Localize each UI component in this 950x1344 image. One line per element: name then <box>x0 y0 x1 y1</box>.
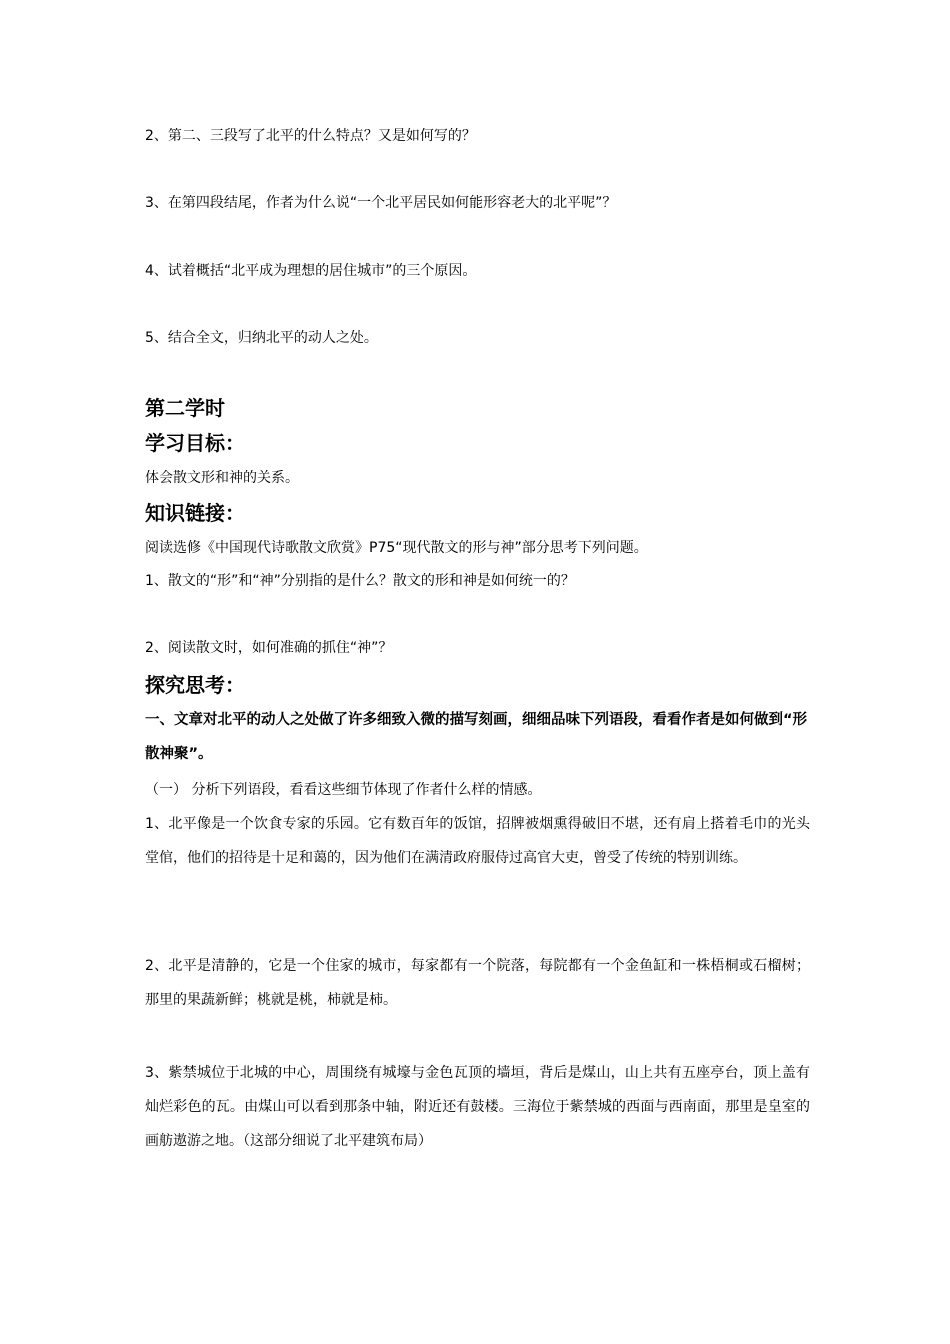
knowledge-heading: 知识链接： <box>145 501 245 525</box>
question-2: 2、第二、三段写了北平的什么特点？又是如何写的？ <box>145 128 476 144</box>
objectives-heading: 学习目标： <box>145 431 245 455</box>
question-3: 3、在第四段结尾，作者为什么说“一个北平居民如何能形容老大的北平呢”？ <box>145 195 617 211</box>
knowledge-intro: 阅读选修《中国现代诗歌散文欣赏》P75“现代散文的形与神”部分思考下列问题。 <box>145 540 648 556</box>
knowledge-question-1: 1、散文的“形”和“神”分别指的是什么？散文的形和神是如何统一的？ <box>145 573 575 589</box>
passage-3: 3、紫禁城位于北城的中心，周围绕有城壕与金色瓦顶的墙垣，背后是煤山，山上共有五座亭台，顶上盖有灿烂彩色的瓦。由煤山可以看到那条中轴，附近还有鼓楼。三海位于紫禁城的西面与西南面，那里是皇室的画舫遨游之地。（这部分细说了北平建筑布局） <box>145 1065 810 1149</box>
passage-2: 2、北平是清静的，它是一个住家的城市，每家都有一个院落，每院都有一个金鱼缸和一株梧桐或石榴树；那里的果蔬新鲜；桃就是桃，柿就是柿。 <box>145 958 810 1008</box>
question-4: 4、试着概括“北平成为理想的居住城市”的三个原因。 <box>145 263 477 279</box>
explore-heading: 探究思考： <box>145 673 245 697</box>
explore-task: 一、文章对北平的动人之处做了许多细致入微的描写刻画，细细品味下列语段，看看作者是如何做到“形散神聚”。 <box>145 712 808 762</box>
objective-text: 体会散文形和神的关系。 <box>145 470 299 486</box>
passage-1: 1、北平像是一个饮食专家的乐园。它有数百年的饭馆，招牌被烟熏得破旧不堪，还有肩上搭着毛巾的光头堂倌，他们的招待是十足和蔼的，因为他们在满清政府服侍过高官大吏，曾受了传统的特别训练。 <box>145 816 810 866</box>
sub-task: （一） 分析下列语段，看看这些细节体现了作者什么样的情感。 <box>145 782 542 798</box>
lesson-title: 第二学时 <box>145 396 225 420</box>
question-5: 5、结合全文，归纳北平的动人之处。 <box>145 330 378 346</box>
document-page <box>145 0 810 1344</box>
knowledge-question-2: 2、阅读散文时，如何准确的抓住“神”？ <box>145 640 393 656</box>
